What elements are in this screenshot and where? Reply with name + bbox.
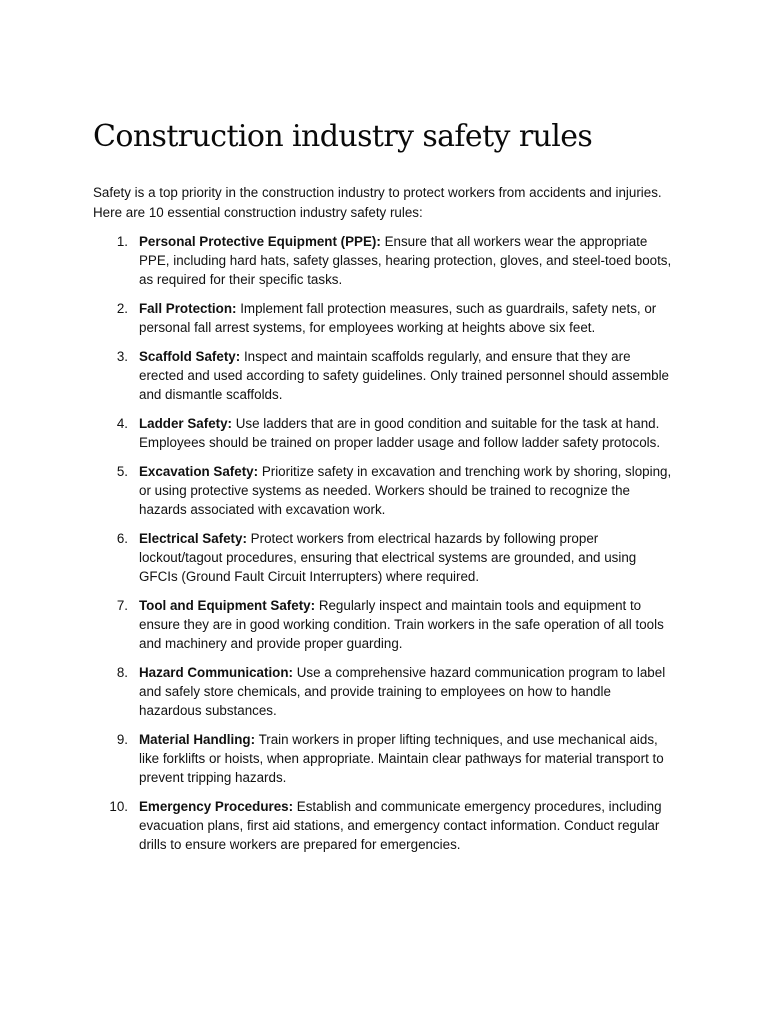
list-item <box>93 529 675 587</box>
list-item-number: 9. <box>116 731 128 747</box>
list-item-number: 3. <box>116 348 128 364</box>
list-item <box>93 462 675 520</box>
rule-text: Regularly inspect and maintain tools and equipment to ensure they are in good working condition. Train workers in the safe operation of all tools and machinery and provide proper guarding. <box>139 597 664 651</box>
list-item-number: 10. <box>109 798 128 814</box>
list-item-number: 7. <box>116 597 128 613</box>
list-item-number: 4. <box>116 415 128 431</box>
list-item <box>93 797 675 855</box>
rule-name: Hazard Communication: <box>139 664 294 680</box>
rule-text: Train workers in proper lifting techniques, and use mechanical aids, like forklifts or hoists, when appropriate. Maintain clear pathways for material transport to prevent tripping hazards. <box>139 731 664 785</box>
list-item-number: 6. <box>116 530 128 546</box>
list-item-number: 2. <box>116 301 128 316</box>
list-item <box>93 299 675 337</box>
list-item <box>93 596 675 654</box>
list-item-number: 8. <box>116 664 128 680</box>
list-item <box>93 414 675 452</box>
rule-text: Use ladders that are in good condition and suitable for the task at hand. Employees should be trained on proper ladder usage and follow ladder safety protocols. <box>139 415 661 450</box>
rule-name: Excavation Safety: <box>139 463 259 479</box>
rule-text: Establish and communicate emergency procedures, including evacuation plans, first aid stations, and emergency contact information. Conduct regular drills to ensure workers are prepared for emergencies. <box>139 798 662 852</box>
list-item-number: 5. <box>116 463 128 479</box>
list-item <box>93 232 675 290</box>
document-title: Construction industry safety rules <box>93 119 593 154</box>
list-item-number: 1. <box>116 234 128 249</box>
rule-name: Personal Protective Equipment (PPE): <box>139 234 381 249</box>
safety-rules-list <box>93 232 675 864</box>
list-item <box>93 730 675 788</box>
rule-text: Ensure that all workers wear the appropriate PPE, including hard hats, safety glasses, hearing protection, gloves, and steel-toed boots, as required for their specific tasks. <box>139 234 672 288</box>
rule-text: Implement fall protection measures, such as guardrails, safety nets, or personal fall arrest systems, for employees working at heights above six feet. <box>139 301 657 336</box>
rule-name: Fall Protection: <box>139 301 237 316</box>
rule-name: Electrical Safety: <box>139 530 247 546</box>
rule-name: Scaffold Safety: <box>139 348 241 364</box>
rule-name: Material Handling: <box>139 731 256 747</box>
rule-text: Inspect and maintain scaffolds regularly, and ensure that they are erected and used according to safety guidelines. Only trained personnel should assemble and dismantle scaffolds. <box>139 348 670 403</box>
intro-paragraph: Safety is a top priority in the construction industry to protect workers from accidents and injuries. Here are 10 essential construction industry safety rules: <box>93 185 662 220</box>
rule-name: Ladder Safety: <box>139 415 233 431</box>
rule-name: Emergency Procedures: <box>139 798 294 814</box>
rule-text: Use a comprehensive hazard communication program to label and safely store chemicals, and provide training to employees on how to handle hazardous substances. <box>139 664 666 718</box>
list-item <box>93 663 675 721</box>
rule-text: Prioritize safety in excavation and trenching work by shoring, sloping, or using protective systems as needed. Workers should be trained to recognize the hazards associated with excavation work. <box>139 463 672 517</box>
rule-name: Tool and Equipment Safety: <box>139 597 316 613</box>
rule-text: Protect workers from electrical hazards by following proper lockout/tagout procedures, ensuring that electrical systems are grounded, and using GFCIs (Ground Fault Circuit Interrupters) where required. <box>139 530 637 584</box>
list-item <box>93 347 675 405</box>
